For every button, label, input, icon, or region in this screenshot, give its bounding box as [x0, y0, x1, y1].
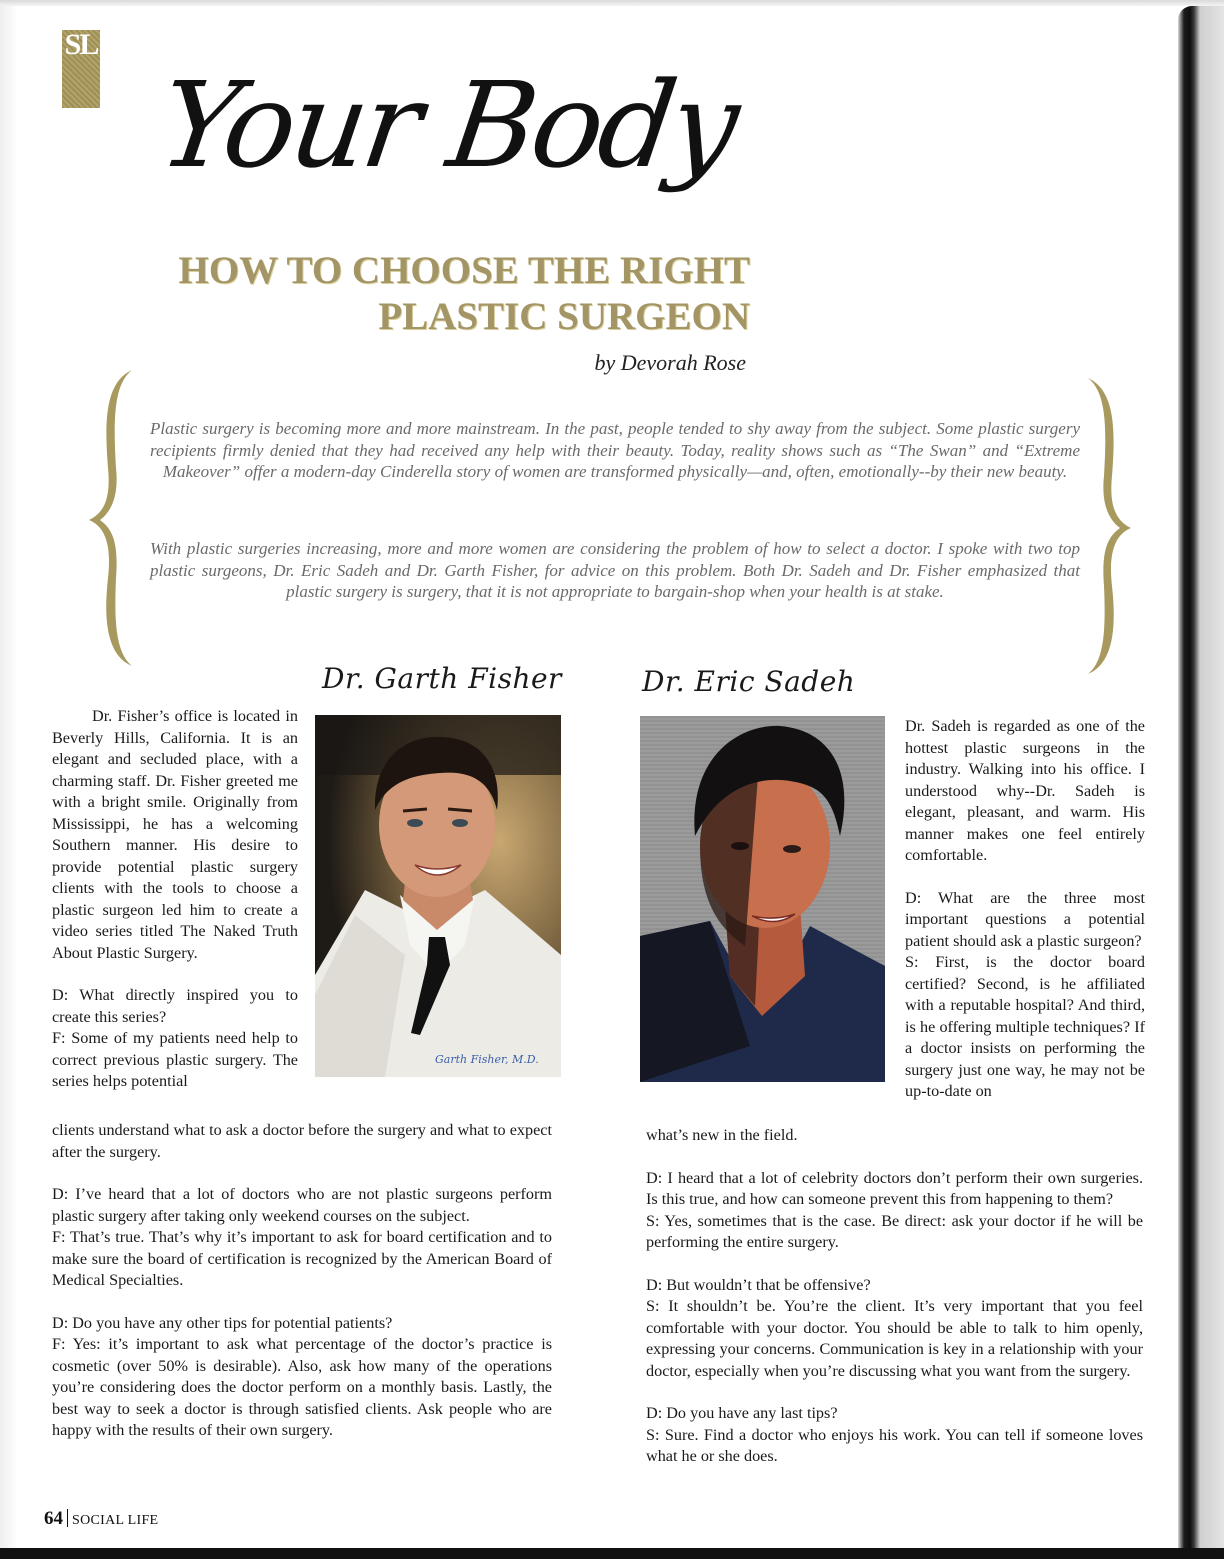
sadeh-answer-1-start: S: First, is the doctor board certified? Second, is he affiliated with a reputable hospital? And third, is he offering multiple techniques? If a doctor insists on performing the surgery just one way, he may not be up-to-date on	[905, 953, 1145, 1100]
footer-divider	[67, 1509, 68, 1527]
fisher-answer-1-end: clients understand what to ask a doctor before the surgery and what to expect after the surgery.	[52, 1121, 552, 1161]
section-title: Your Body	[151, 56, 744, 194]
fisher-name-heading: Dr. Garth Fisher	[322, 662, 562, 695]
sadeh-intro-text: Dr. Sadeh is regarded as one of the hottest plastic surgeons in the industry. Walking into his office. I understood why--Dr. Sadeh is elegant, pleasant, and warm. His manner makes one feel entirely comfortable. D: What are the three most important questions a potential patient should ask a plastic surgeon? S: First, is the doctor board certified? Second, is he affiliated with a reputable hospital? And third, is he offering multiple techniques? If a doctor insists on performing the surgery just one way, he may not be up-to-date on	[905, 716, 1145, 1103]
sadeh-answer-1-end: what’s new in the field.	[646, 1126, 798, 1144]
sadeh-question-3: D: But wouldn’t that be offensive?	[646, 1275, 871, 1294]
svg-text:Garth Fisher, M.D.: Garth Fisher, M.D.	[435, 1053, 539, 1066]
sadeh-interview-continued	[646, 1125, 1143, 1468]
sadeh-answer-2: S: Yes, sometimes that is the case. Be direct: ask your doctor if he will be performing the entire surgery.	[646, 1211, 1143, 1251]
sadeh-portrait-image	[640, 716, 885, 1082]
sadeh-question-4: D: Do you have any last tips?	[646, 1404, 838, 1422]
byline: by Devorah Rose	[594, 350, 746, 375]
sadeh-answer-3: S: It shouldn’t be. You’re the client. It’s very important that you feel comfortable with your doctor. You should be able to talk to him openly, expressing your concerns. Communication is key in a relationship with your doctor, especially when you’re discussing what you want from the surgery.	[646, 1297, 1143, 1380]
magazine-name: SOCIAL LIFE	[72, 1513, 159, 1528]
left-brace-ornament	[86, 368, 136, 668]
intro-paragraph-2: With plastic surgeries increasing, more and more women are considering the problem of how to select a doctor. I spoke with two top plastic surgeons, Dr. Eric Sadeh and Dr. Garth Fisher, for advice on this problem. Both Dr. Sadeh and Dr. Fisher emphasized that plastic surgery is surgery, that it is not appropriate to bargain-shop when your health is at stake.	[150, 539, 1080, 601]
sadeh-answer-4: S: Sure. Find a doctor who enjoys his work. You can tell if someone loves what he or she does.	[646, 1425, 1143, 1465]
page-number: 64	[44, 1508, 63, 1529]
sadeh-name-heading: Dr. Eric Sadeh	[642, 665, 856, 698]
fisher-answer-1-start: F: Some of my patients need help to correct previous plastic surgery. The series helps potential	[52, 1029, 298, 1090]
right-brace-ornament	[1084, 376, 1134, 676]
fisher-photo	[315, 715, 561, 1077]
fisher-answer-3: F: Yes: it’s important to ask what percentage of the doctor’s practice is cosmetic (over 50% is desirable). Also, ask how many of the operations you’re considering does the doctor perform on a monthly basis. Lastly, the best way to seek a doctor is through satisfied clients. Ask people who are happy with the results of their own surgery.	[52, 1335, 552, 1439]
sadeh-photo	[640, 716, 885, 1082]
fisher-portrait-image	[315, 715, 561, 1077]
headline-line-1: HOW TO CHOOSE THE RIGHT	[178, 249, 750, 292]
sadeh-question-1: D: What are the three most important questions a potential patient should ask a plastic surgeon?	[905, 888, 1145, 950]
fisher-interview-continued	[52, 1120, 552, 1442]
article-headline	[150, 248, 750, 340]
logo-text: SL	[64, 30, 98, 61]
page-bottom-edge	[0, 1548, 1224, 1559]
page-top-edge	[0, 0, 1224, 6]
page-footer	[44, 1508, 158, 1530]
sadeh-question-2: D: I heard that a lot of celebrity doctors don’t perform their own surgeries. Is this true, and how can someone prevent this from happening to them?	[646, 1168, 1143, 1208]
fisher-question-3: D: Do you have any other tips for potential patients?	[52, 1313, 393, 1332]
page-gutter-shadow	[0, 0, 18, 1559]
magazine-logo	[62, 30, 100, 108]
fisher-intro-text: Dr. Fisher’s office is located in Beverly Hills, California. It is an elegant and secluded place, with a charming staff. Dr. Fisher greeted me with a bright smile. Originally from Mississippi, he has a welcoming Southern manner. His desire to provide potential plastic surgery clients with the tools to choose a plastic surgeon led him to create a video series titled The Naked Truth About Plastic Surgery. D: What directly inspired you to create this series? F: Some of my patients need help to correct previous plastic surgery. The series helps potential	[52, 706, 298, 1093]
fisher-answer-2: F: That’s true. That’s why it’s important to ask for board certification and to make sure the board of certification is recognized by the American Board of Medical Specialties.	[52, 1228, 552, 1289]
fisher-question-2: D: I’ve heard that a lot of doctors who are not plastic surgeons perform plastic surgery after taking only weekend courses on the subject.	[52, 1185, 552, 1225]
intro-paragraph-1: Plastic surgery is becoming more and more mainstream. In the past, people tended to shy away from the subject. Some plastic surgery recipients firmly denied that they had received any help with their beauty. Today, reality shows such as “The Swan” and “Extreme Makeover” offer a modern-day Cinderella story of women are transformed physically—and, often, emotionally--by their new beauty.	[150, 419, 1080, 481]
page-binding-edge	[1178, 6, 1224, 1559]
headline-line-2: PLASTIC SURGEON	[378, 295, 750, 338]
fisher-question-1: D: What directly inspired you to create this series?	[52, 986, 298, 1026]
